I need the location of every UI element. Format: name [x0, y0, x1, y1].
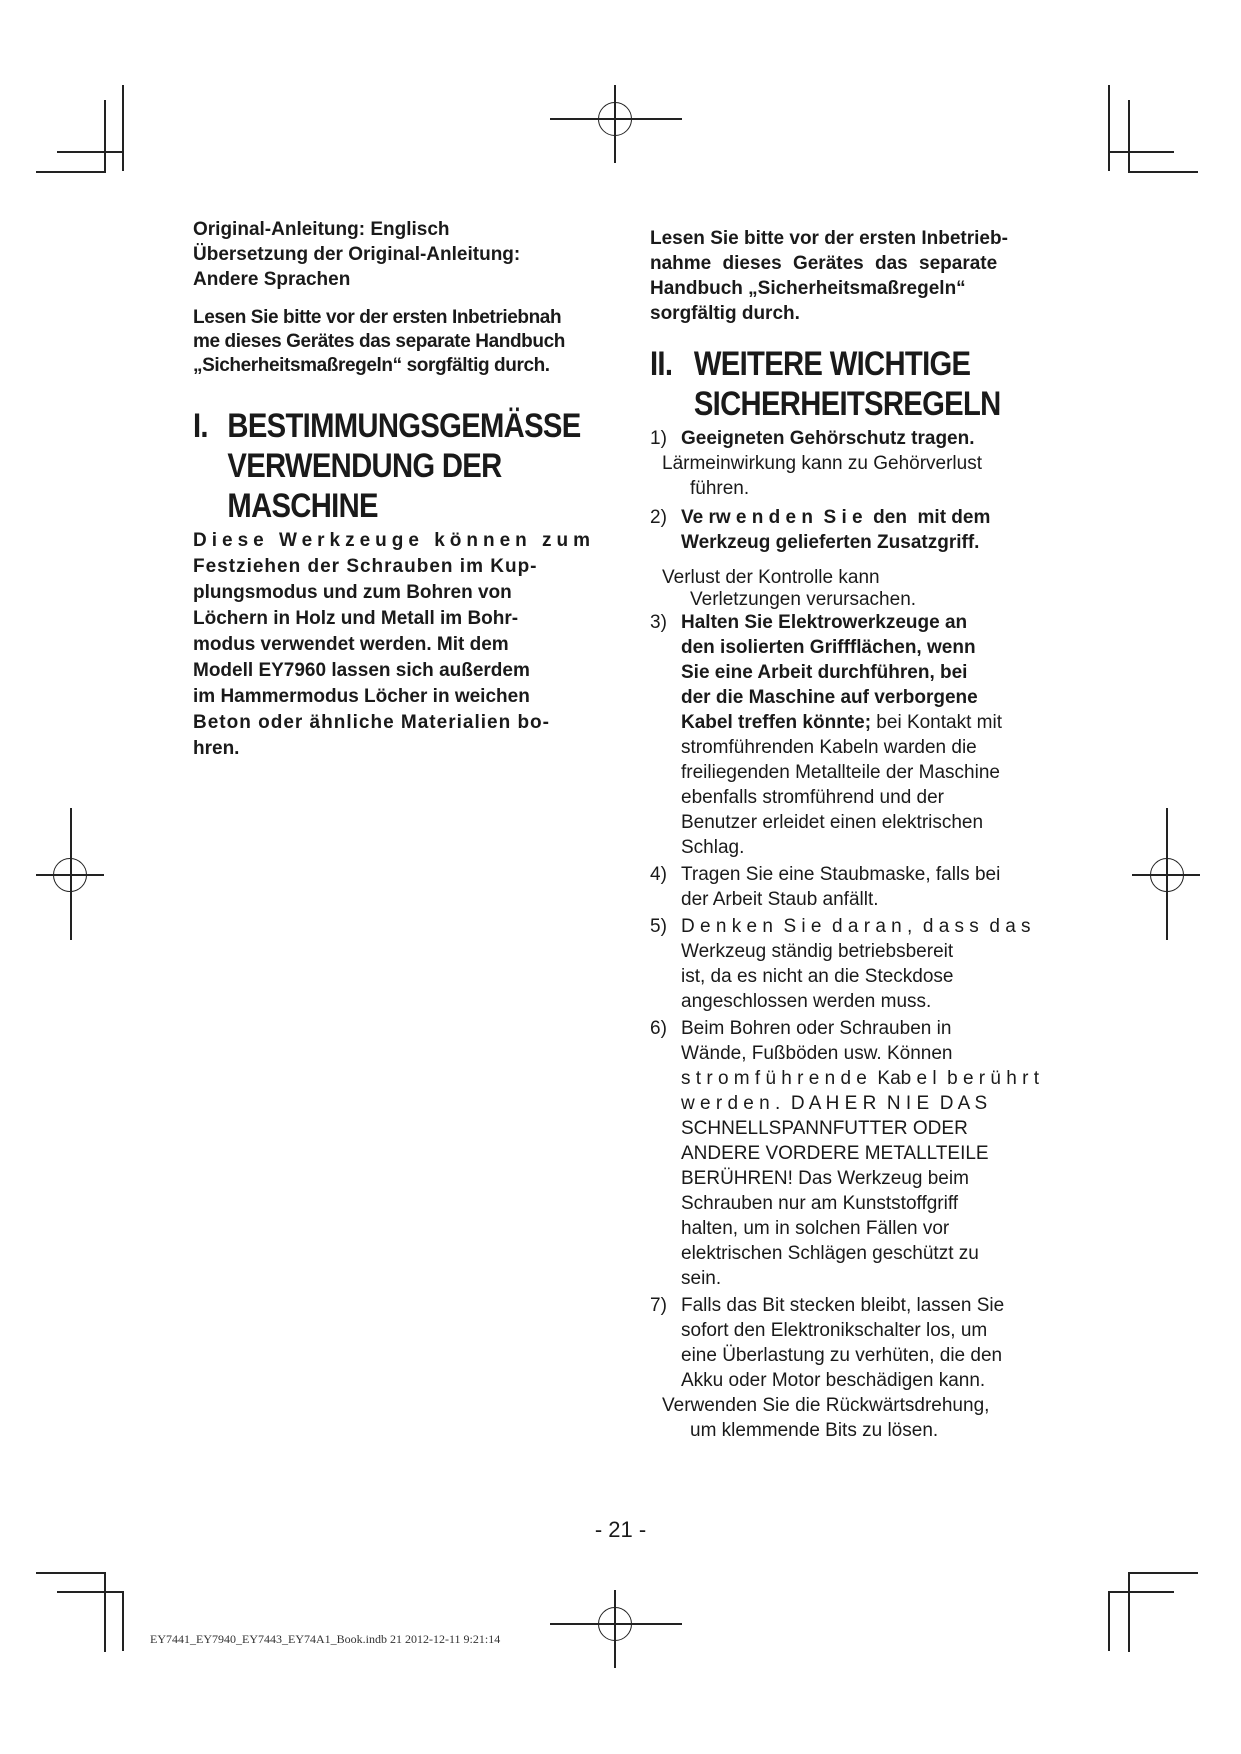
text-line: Lesen Sie bitte vor der ersten Inbetriebnah — [193, 307, 562, 328]
text-line: eine Überlastung zu verhüten, die den — [681, 1345, 1003, 1366]
item-number: 7) — [650, 1295, 667, 1316]
heading-line: MASCHINE — [227, 487, 378, 525]
heading-number: I. — [193, 407, 208, 445]
text-line: BERÜHREN! Das Werkzeug beim — [681, 1168, 969, 1189]
text-line: Schrauben nur am Kunststoffgriff — [681, 1193, 959, 1214]
text-line: sein. — [681, 1268, 722, 1289]
text-line: halten, um in solchen Fällen vor — [681, 1218, 950, 1239]
item-text: Geeigneten Gehörschutz tragen. — [681, 428, 975, 449]
text-line: Akku oder Motor beschädigen kann. — [681, 1370, 986, 1391]
heading-line: SICHERHEITSREGELN — [693, 385, 1001, 423]
text-line: der Arbeit Staub anfällt. — [681, 889, 879, 910]
list-item — [650, 1293, 1065, 1393]
text-line: Verwenden Sie die Rückwärtsdrehung, — [662, 1395, 990, 1416]
text-line: Diese Werkzeuge können zum — [193, 530, 596, 551]
text-line: Tragen Sie eine Staubmaske, falls bei — [681, 864, 1001, 885]
heading-line: VERWENDUNG DER — [227, 447, 502, 485]
text-line: Schlag. — [681, 837, 745, 858]
list-item — [650, 914, 1065, 1014]
text-line: ist, da es nicht an die Steckdose — [681, 966, 954, 987]
text-line: „Sicherheitsmaßregeln“ sorgfältig durch. — [193, 355, 550, 376]
text-line: ebenfalls stromführend und der — [681, 787, 944, 808]
item-number: 4) — [650, 864, 667, 885]
item-number: 3) — [650, 612, 667, 633]
text-line: Lesen Sie bitte vor der ersten Inbetrieb- — [650, 228, 1008, 249]
text-line: freiliegenden Metallteile der Maschine — [681, 762, 1000, 783]
translation-note — [193, 217, 603, 292]
list-item — [650, 862, 1065, 912]
text-line: modus verwendet werden. Mit dem — [193, 634, 509, 655]
list-item — [650, 505, 1065, 555]
text-line: Beim Bohren oder Schrauben in — [681, 1018, 952, 1039]
text-line: Benutzer erleidet einen elektrischen — [681, 812, 984, 833]
text-line: w e r d e n . D A H E R N I E D A S — [681, 1093, 988, 1114]
text-line: Wände, Fußböden usw. Können — [681, 1043, 953, 1064]
text-line: um klemmende Bits zu lösen. — [690, 1420, 939, 1441]
text-line: Halten Sie Elektrowerkzeuge an — [681, 612, 968, 633]
text-line: stromführenden Kabeln warden die — [681, 737, 977, 758]
normal-phrase: bei Kontakt mit — [871, 712, 1002, 733]
text-line: SCHNELLSPANNFUTTER ODER — [681, 1118, 968, 1139]
section-heading-1 — [193, 406, 606, 526]
text-line: Beton oder ähnliche Materialien bo- — [193, 712, 550, 733]
text-line: D e n k e n S i e d a r a n , d a s s d a s — [681, 916, 1031, 937]
item-number: 5) — [650, 916, 667, 937]
text-line: Falls das Bit stecken bleibt, lassen Sie — [681, 1295, 1005, 1316]
item-explanation — [650, 1393, 1065, 1443]
text-line: den isolierten Griffflächen, wenn — [681, 637, 976, 658]
text-line: führen. — [690, 478, 750, 499]
page-number: - 21 - — [594, 1517, 647, 1542]
text-line: der die Maschine auf verborgene — [681, 687, 978, 708]
bold-phrase: Kabel treffen könnte; — [681, 712, 872, 733]
text-line: ANDERE VORDERE METALLTEILE — [681, 1143, 989, 1164]
safety-note — [650, 226, 1065, 326]
text-line: Verletzungen verursachen. — [690, 589, 917, 610]
list-item — [650, 426, 1065, 451]
item-explanation — [650, 565, 1065, 610]
text-line: s t r o m f ü h r e n d e Kab e l b e r ü h r t — [681, 1068, 1039, 1089]
text-line: nahme dieses Gerätes das separate — [650, 253, 998, 274]
text-line: plungsmodus und zum Bohren von — [193, 582, 512, 603]
item-number: 6) — [650, 1018, 667, 1039]
text-line — [681, 710, 1065, 735]
list-item — [650, 1016, 1065, 1291]
text-line: Löchern in Holz und Metall im Bohr- — [193, 608, 519, 629]
heading-line: BESTIMMUNGSGEMÄSSE — [227, 407, 581, 445]
heading-line: WEITERE WICHTIGE — [693, 345, 971, 383]
item-number: 2) — [650, 507, 667, 528]
section-heading-2 — [650, 344, 1080, 424]
text-line: Verlust der Kontrolle kann — [662, 567, 880, 588]
text-line: sorgfältig durch. — [650, 303, 800, 324]
safety-note — [193, 306, 603, 378]
text-line: me dieses Gerätes das separate Handbuch — [193, 331, 565, 352]
text-line: Ve rw e n d e n S i e den mit dem — [681, 507, 991, 528]
text-line: Modell EY7960 lassen sich außerdem — [193, 660, 530, 681]
heading-number: II. — [650, 345, 673, 383]
text-line: im Hammermodus Löcher in weichen — [193, 686, 530, 707]
text-line: Sie eine Arbeit durchführen, bei — [681, 662, 968, 683]
text-line: hren. — [193, 738, 240, 759]
text-line: Original-Anleitung: Englisch — [193, 219, 450, 240]
text-line: Handbuch „Sicherheitsmaßregeln“ — [650, 278, 966, 299]
text-line: elektrischen Schlägen geschützt zu — [681, 1243, 979, 1264]
text-line: angeschlossen werden muss. — [681, 991, 932, 1012]
intended-use-paragraph — [193, 528, 603, 762]
print-slug: EY7441_EY7940_EY7443_EY74A1_Book.indb 21 2012-12-11 9:21:14 — [150, 1632, 501, 1646]
list-item — [650, 610, 1065, 860]
text-line: Andere Sprachen — [193, 269, 351, 290]
text-line: Werkzeug gelieferten Zusatzgriff. — [681, 532, 980, 553]
right-column — [650, 226, 1065, 1443]
text-line: Übersetzung der Original-Anleitung: — [193, 244, 521, 265]
text-line: Werkzeug ständig betriebsbereit — [681, 941, 954, 962]
text-line: sofort den Elektronikschalter los, um — [681, 1320, 988, 1341]
item-explanation — [650, 451, 1065, 501]
text-line: Festziehen der Schrauben im Kup- — [193, 556, 538, 577]
text-line: Lärmeinwirkung kann zu Gehörverlust — [662, 453, 982, 474]
left-column — [193, 217, 603, 762]
item-number: 1) — [650, 428, 667, 449]
